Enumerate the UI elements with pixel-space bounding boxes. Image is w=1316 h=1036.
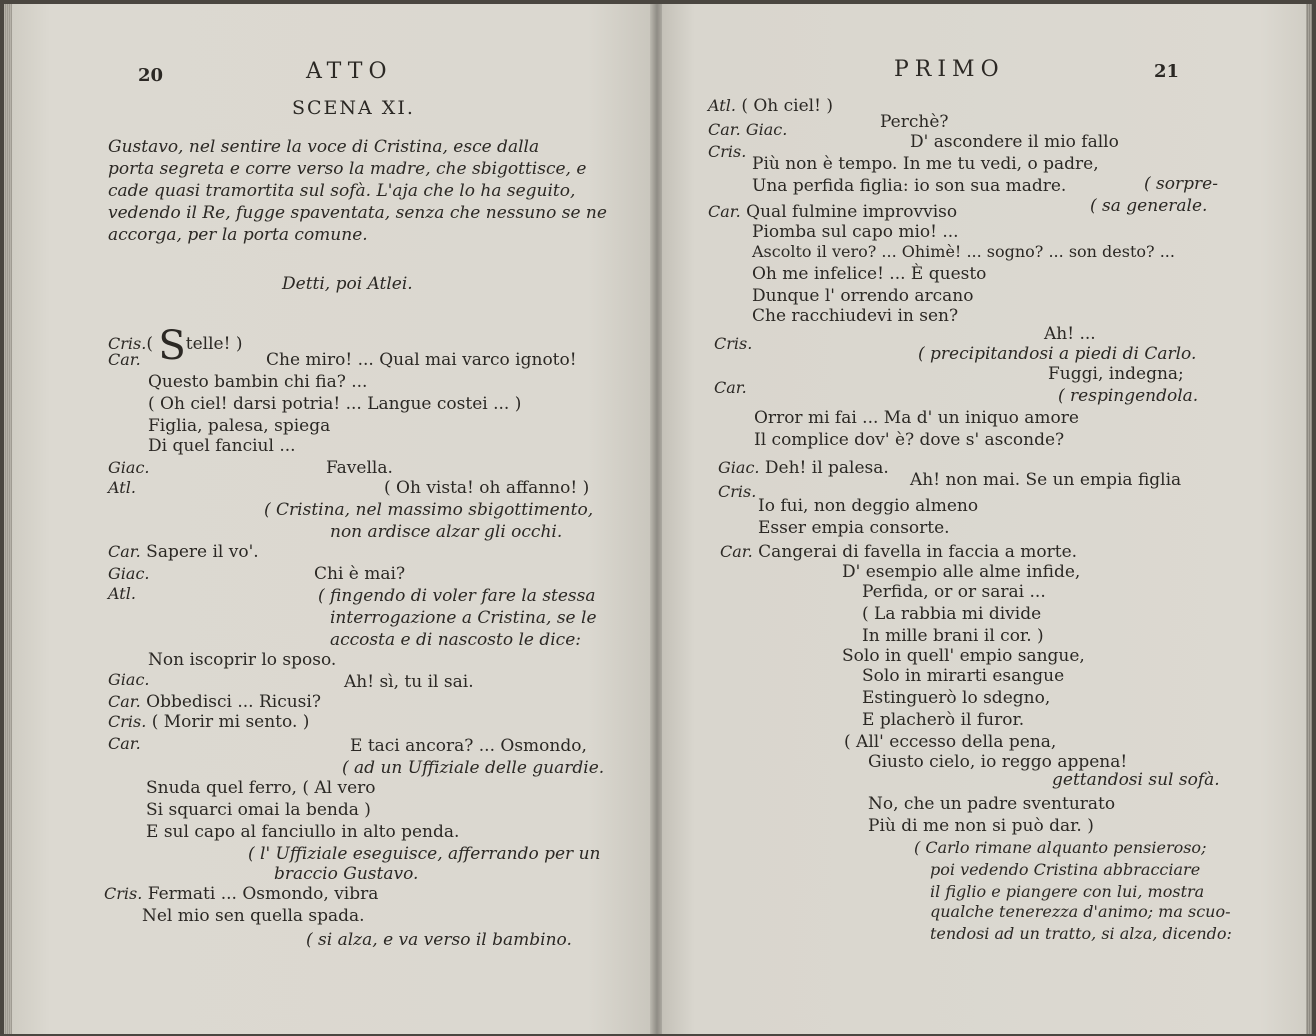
verse-line: No, che un padre sventurato <box>868 794 1116 814</box>
speaker-label: Car. Giac. <box>708 120 788 139</box>
verse-line: ( Oh ciel! darsi potria! ... Langue costei ... ) <box>148 394 522 414</box>
verse-text: Qual fulmine improvviso <box>746 202 958 222</box>
verse-text: Fermati ... Osmondo, vibra <box>147 884 379 904</box>
stage-direction-line: ( ad un Uffiziale delle guardie. <box>342 758 605 778</box>
stage-direction-line: interrogazione a Cristina, se le <box>330 608 597 628</box>
verse-line: Il complice dov' è? dove s' asconde? <box>754 430 1065 450</box>
speaker-label: Car. <box>720 542 753 561</box>
stage-direction-line: ( l' Uffiziale eseguisce, afferrando per un <box>248 844 601 864</box>
verse-line: Estinguerò lo sdegno, <box>862 688 1051 708</box>
verse-line: Chi è mai? <box>314 564 406 584</box>
drop-capital: S <box>158 323 186 369</box>
verse-line: D' esempio alle alme infide, <box>842 562 1081 582</box>
verse-line: Fuggi, indegna; <box>1048 364 1184 384</box>
verse-text: Deh! il palesa. <box>764 458 889 478</box>
verse-line: Nel mio sen quella spada. <box>142 906 365 926</box>
verse-line: Più di me non si può dar. ) <box>868 816 1094 836</box>
verse-line: Questo bambin chi fia? ... <box>148 372 368 392</box>
verse-line: Giusto cielo, io reggo appena! <box>868 752 1128 772</box>
speech-line <box>718 458 889 478</box>
verse-line: Piomba sul capo mio! ... <box>752 222 959 242</box>
stage-direction-line: ( Cristina, nel massimo sbigottimento, <box>264 500 594 520</box>
verse-line: Orror mi fai ... Ma d' un iniquo amore <box>754 408 1079 428</box>
speaker-label: Giac. <box>108 458 150 477</box>
verse-line: Che racchiudevi in sen? <box>752 306 959 326</box>
speaker-label: Cris. <box>108 712 147 731</box>
verse-line: Ah! ... <box>1044 324 1096 344</box>
verse-line: Snuda quel ferro, ( Al vero <box>146 778 376 798</box>
speaker-label: Car. <box>714 378 747 397</box>
verse-line: Ah! sì, tu il sai. <box>344 672 474 692</box>
verse-line: ( Oh vista! oh affanno! ) <box>384 478 590 498</box>
verse-line: ( All' eccesso della pena, <box>844 732 1057 752</box>
stage-direction-line: accorga, per la porta comune. <box>108 225 368 245</box>
stage-direction-line: gettandosi sul sofà. <box>1052 770 1220 790</box>
stage-direction-line: ( si alza, e va verso il bambino. <box>306 930 572 950</box>
speaker-label: Car. <box>108 542 141 561</box>
speaker-label: Cris. <box>708 142 747 161</box>
speech-line <box>108 542 259 562</box>
stage-direction-line: qualche tenerezza d'animo; ma scuo- <box>930 902 1231 921</box>
verse-line: Dunque l' orrendo arcano <box>752 286 974 306</box>
scene-title: SCENA XI. <box>292 97 415 119</box>
verse-line: Ascolto il vero? ... Ohimè! ... sogno? ... son desto? ... <box>752 242 1175 261</box>
speaker-label: Car. <box>108 734 141 753</box>
speaker-label: Atl. <box>708 96 736 115</box>
speech-line <box>108 692 321 712</box>
verse-line: Figlia, palesa, spiega <box>148 416 331 436</box>
speaker-label: Atl. <box>108 478 136 497</box>
book-spread <box>4 4 1312 1034</box>
page-number: 20 <box>138 65 164 86</box>
speaker-label: Cris. <box>714 334 753 353</box>
speaker-label: Giac. <box>718 458 760 477</box>
verse-line: Oh me infelice! ... È questo <box>752 264 987 284</box>
page-edges-right <box>1306 4 1312 1034</box>
verse-text: Sapere il vo'. <box>146 542 259 562</box>
stage-direction-line: Gustavo, nel sentire la voce di Cristina, esce dalla <box>108 137 540 157</box>
verse-line: Ah! non mai. Se un empia figlia <box>910 470 1182 490</box>
speech-line <box>104 884 378 904</box>
speaker-label: Giac. <box>108 670 150 689</box>
stage-direction-line: ( fingendo di voler fare la stessa <box>318 586 596 606</box>
verse-text: ( Morir mi sento. ) <box>151 712 310 732</box>
running-header: PRIMO <box>894 57 1005 82</box>
stage-direction-line: cade quasi tramortita sul sofà. L'aja che lo ha seguito, <box>108 181 576 201</box>
stage-direction-line: ( sa generale. <box>1090 196 1208 216</box>
verse-line: D' ascondere il mio fallo <box>910 132 1119 152</box>
stage-direction-line: braccio Gustavo. <box>274 864 419 884</box>
speaker-label: Car. <box>108 350 141 369</box>
verse-line: Si squarci omai la benda ) <box>146 800 371 820</box>
verse-line: Che miro! ... Qual mai varco ignoto! <box>266 350 577 370</box>
running-header: ATTO <box>306 59 393 84</box>
stage-direction-line: tendosi ad un tratto, si alza, dicendo: <box>930 924 1232 943</box>
verse-text: telle! ) <box>185 334 243 354</box>
personae-line: Detti, poi Atlei. <box>282 274 413 294</box>
verse-line: Una perfida figlia: io son sua madre. <box>752 176 1067 196</box>
verse-line: Esser empia consorte. <box>758 518 950 538</box>
verse-line: Io fui, non deggio almeno <box>758 496 979 516</box>
verse-line: Perchè? <box>880 112 949 132</box>
verse-line: Solo in quell' empio sangue, <box>842 646 1085 666</box>
speaker-label: Giac. <box>108 564 150 583</box>
speech-line <box>708 96 833 116</box>
stage-direction-line: porta segreta e corre verso la madre, che sbigottisce, e <box>108 159 587 179</box>
left-page <box>12 4 652 1034</box>
verse-line: Più non è tempo. In me tu vedi, o padre, <box>752 154 1099 174</box>
page-edges-left <box>4 4 12 1034</box>
speaker-label: Atl. <box>108 584 136 603</box>
verse-line: Non iscoprir lo sposo. <box>148 650 337 670</box>
speech-line <box>108 712 309 732</box>
stage-direction-line: poi vedendo Cristina abbracciare <box>930 860 1201 879</box>
stage-direction-line: accosta e di nascosto le dice: <box>330 630 581 650</box>
verse-line: Favella. <box>326 458 393 478</box>
verse-line: E placherò il furor. <box>862 710 1025 730</box>
stage-direction-line: ( Carlo rimane alquanto pensieroso; <box>914 838 1207 857</box>
paren: ( <box>146 334 153 354</box>
stage-direction-line: non ardisce alzar gli occhi. <box>330 522 563 542</box>
speaker-label: Cris. <box>104 884 143 903</box>
stage-direction-line: vedendo il Re, fugge spaventata, senza che nessuno se ne <box>108 203 607 223</box>
speaker-label: Cris. <box>718 482 757 501</box>
verse-line: E taci ancora? ... Osmondo, <box>350 736 587 756</box>
page-number: 21 <box>1154 61 1180 82</box>
verse-line: E sul capo al fanciullo in alto penda. <box>146 822 460 842</box>
verse-line: ( La rabbia mi divide <box>862 604 1042 624</box>
stage-direction-line: il figlio e piangere con lui, mostra <box>930 882 1205 901</box>
verse-text: ( Oh ciel! ) <box>741 96 833 116</box>
speech-line <box>708 202 957 222</box>
verse-line: Perfida, or or sarai ... <box>862 582 1046 602</box>
verse-text: Cangerai di favella in faccia a morte. <box>758 542 1078 562</box>
verse-line: In mille brani il cor. ) <box>862 626 1044 646</box>
speaker-label: Car. <box>708 202 741 221</box>
speech-line <box>720 542 1077 562</box>
verse-line: Di quel fanciul ... <box>148 436 296 456</box>
stage-direction-line: ( precipitandosi a piedi di Carlo. <box>918 344 1197 364</box>
speaker-label: Cris. <box>108 334 147 353</box>
right-page <box>662 4 1312 1034</box>
verse-line: Solo in mirarti esangue <box>862 666 1065 686</box>
stage-direction-line: ( sorpre- <box>1144 174 1218 194</box>
verse-text: Obbedisci ... Ricusi? <box>146 692 321 712</box>
speaker-label: Car. <box>108 692 141 711</box>
stage-direction-line: ( respingendola. <box>1058 386 1199 406</box>
